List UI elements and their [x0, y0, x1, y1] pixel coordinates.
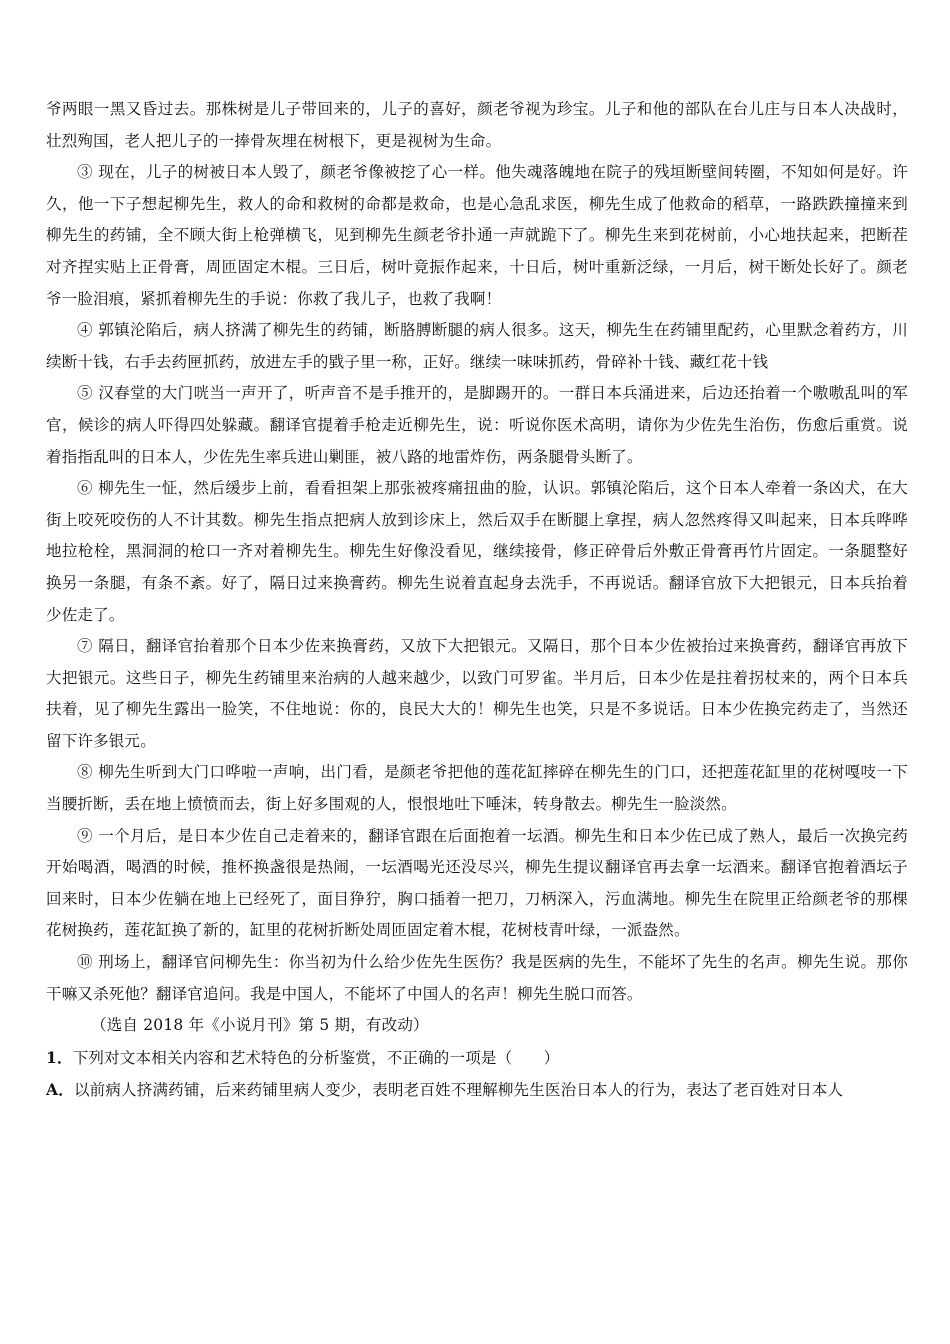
question-text: 下列对文本相关内容和艺术特色的分析鉴赏，不正确的一项是（ ）: [72, 1048, 560, 1067]
paragraph-7: ⑦ 隔日，翻译官抬着那个日本少佐来换膏药，又放下大把银元。又隔日，那个日本少佐被抬过来换膏药，翻译官再放下大把银元。这些日子，柳先生药铺里来治病的人越来越少，以致门可罗雀。半月后，日本少佐是拄着拐杖来的，两个日本兵扶着，见了柳先生露出一脸笑，不住地说：你的，良民大大的！柳先生也笑，只是不多说话。日本少佐换完药走了，当然还留下许多银元。: [46, 637, 908, 750]
paragraph-3: ③ 现在，儿子的树被日本人毁了，颜老爷像被挖了心一样。他失魂落魄地在院子的残垣断壁间转圈，不知如何是好。许久，他一下子想起柳先生，救人的命和救树的命都是救命，也是心急乱求医，柳先生成了他救命的稻草，一路跌跌撞撞来到柳先生的药铺，全不顾大街上枪弹横飞，见到柳先生颜老爷扑通一声就跪下了。柳先生来到花树前，小心地扶起来，把断茬对齐捏实贴上正骨膏，周匝固定木棍。三日后，树叶竟振作起来，十日后，树叶重新泛绿，一月后，树干断处长好了。颜老爷一脸泪痕，紧抓着柳先生的手说：你救了我儿子，也救了我啊！: [46, 163, 908, 308]
option-a: [46, 1074, 908, 1107]
paragraph-4: ④ 郭镇沦陷后，病人挤满了柳先生的药铺，断胳膊断腿的病人很多。这天，柳先生在药铺里配药，心里默念着药方，川续断十钱，右手去药匣抓药，放进左手的戥子里一称，正好。继续一味味抓药，骨碎补十钱、藏红花十钱: [46, 321, 908, 371]
paragraph-8: ⑧ 柳先生听到大门口哗啦一声响，出门看，是颜老爷把他的莲花缸摔碎在柳先生的门口，还把莲花缸里的花树嘎吱一下当腰折断，丢在地上愤愤而去，街上好多围观的人，恨恨地吐下唾沫，转身散去。柳先生一脸淡然。: [46, 763, 908, 814]
paragraph-9: ⑨ 一个月后，是日本少佐自己走着来的，翻译官跟在后面抱着一坛酒。柳先生和日本少佐已成了熟人，最后一次换完药开始喝酒，喝酒的时候，推杯换盏很是热闹，一坛酒喝光还没尽兴，柳先生提议翻译官再去拿一坛酒来。翻译官抱着酒坛子回来时，日本少佐躺在地上已经死了，面目狰狞，胸口插着一把刀，刀柄深入，污血满地。柳先生在院里正给颜老爷的那棵花树换药，莲花缸换了新的，缸里的花树折断处周匝固定着木棍，花树枝青叶绿，一派盎然。: [46, 826, 908, 940]
paragraph-10: ⑩ 刑场上，翻译官问柳先生：你当初为什么给少佐先生医伤？我是医病的先生，不能坏了先生的名声。柳先生说。那你干嘛又杀死他？翻译官追问。我是中国人，不能坏了中国人的名声！柳先生脱口而答。: [46, 953, 908, 1003]
source-citation: （选自 2018 年《小说月刊》第 5 期，有改动）: [91, 1016, 429, 1035]
paragraph-5: ⑤ 汉春堂的大门咣当一声开了，听声音不是手推开的，是脚踢开的。一群日本兵涌进来，后边还抬着一个嗷嗷乱叫的军官，候诊的病人吓得四处躲藏。翻译官提着手枪走近柳先生，说：听说你医术高明，请你为少佐先生治伤，伤愈后重赏。说着指指乱叫的日本人，少佐先生率兵进山剿匪，被八路的地雷炸伤，两条腿骨头断了。: [46, 384, 908, 466]
question-number: 1．: [46, 1047, 73, 1067]
paragraph-6: ⑥ 柳先生一怔，然后缓步上前，看看担架上那张被疼痛扭曲的脸，认识。郭镇沦陷后，这个日本人牵着一条凶犬，在大街上咬死咬伤的人不计其数。柳先生指点把病人放到诊床上，然后双手在断腿上拿捏，病人忽然疼得又叫起来，日本兵哗哗地拉枪栓，黑洞洞的枪口一齐对着柳先生。柳先生好像没看见，继续接骨，修正碎骨后外敷正骨膏再竹片固定。一条腿整好换另一条腿，有条不紊。好了，隔日过来换膏药。柳先生说着直起身去洗手，不再说话。翻译官放下大把银元，日本兵抬着少佐走了。: [46, 479, 908, 624]
question-1: [46, 1042, 908, 1075]
option-a-letter: A．: [46, 1080, 74, 1100]
option-a-text: 以前病人挤满药铺，后来药铺里病人变少，表明老百姓不理解柳先生医治日本人的行为，表达了老百姓对日本人: [73, 1081, 844, 1100]
article-body: [46, 94, 908, 1107]
paragraph-continued: 爷两眼一黑又昏过去。那株树是儿子带回来的，儿子的喜好，颜老爷视为珍宝。儿子和他的部队在台儿庄与日本人决战时，壮烈殉国，老人把儿子的一捧骨灰埋在树根下，更是视树为生命。: [46, 100, 908, 150]
